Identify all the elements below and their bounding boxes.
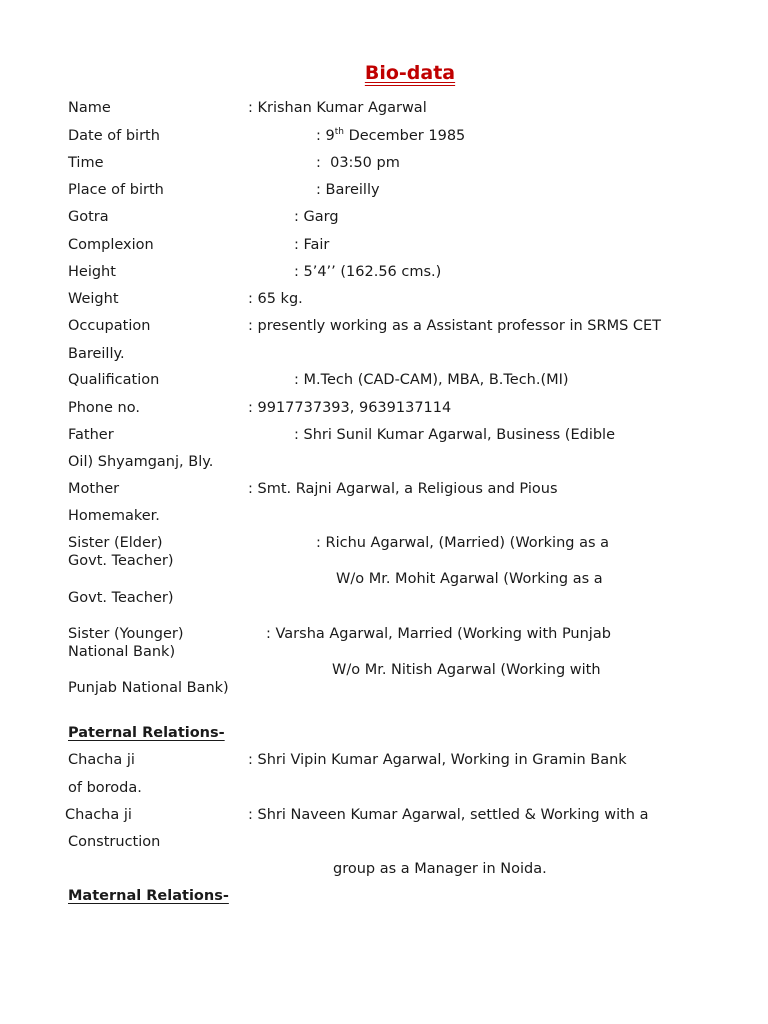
father-value: : Shri Sunil Kumar Agarwal, Business (Edible xyxy=(294,427,616,443)
complexion-label: Complexion xyxy=(68,237,154,253)
weight-label: Weight xyxy=(68,291,119,307)
name-label: Name xyxy=(68,100,111,116)
father-label: Father xyxy=(68,427,114,443)
phone-label: Phone no. xyxy=(68,400,140,416)
chacha1-label: Chacha ji xyxy=(68,752,135,768)
complexion-value: : Fair xyxy=(294,237,330,253)
father-continued: Oil) Shyamganj, Bly. xyxy=(68,454,214,470)
gotra-value: : Garg xyxy=(294,209,339,225)
sister-younger-value: : Varsha Agarwal, Married (Working with Punjab xyxy=(266,626,611,642)
mother-label: Mother xyxy=(68,481,120,497)
occupation-continued: Bareilly. xyxy=(68,346,125,362)
chacha2-value: : Shri Naveen Kumar Agarwal, settled & Working with a xyxy=(248,807,649,823)
chacha1-value: : Shri Vipin Kumar Agarwal, Working in Gramin Bank xyxy=(248,752,627,768)
paternal-relations-heading: Paternal Relations- xyxy=(68,725,225,741)
pob-label: Place of birth xyxy=(68,182,164,198)
mother-value: : Smt. Rajni Agarwal, a Religious and Pious xyxy=(248,481,558,497)
sister-younger-spouse-continued: Punjab National Bank) xyxy=(68,680,229,696)
maternal-relations-heading: Maternal Relations- xyxy=(68,888,229,904)
dob-label: Date of birth xyxy=(68,128,160,144)
gotra-label: Gotra xyxy=(68,209,109,225)
sister-elder-label: Sister (Elder) xyxy=(68,535,163,551)
height-label: Height xyxy=(68,264,116,280)
sister-younger-spouse: W/o Mr. Nitish Agarwal (Working with xyxy=(332,662,601,678)
chacha1-continued: of boroda. xyxy=(68,780,142,796)
chacha2-continued: Construction xyxy=(68,834,161,850)
sister-younger-continued: National Bank) xyxy=(68,644,176,660)
occupation-value: : presently working as a Assistant professor in SRMS CET xyxy=(248,318,662,334)
dob-value: : 9th December 1985 xyxy=(316,127,466,144)
name-value: : Krishan Kumar Agarwal xyxy=(248,100,427,116)
pob-value: : Bareilly xyxy=(316,182,380,198)
sister-younger-label: Sister (Younger) xyxy=(68,626,184,642)
chacha2-label: Chacha ji xyxy=(65,807,132,823)
occupation-label: Occupation xyxy=(68,318,151,334)
sister-elder-spouse: W/o Mr. Mohit Agarwal (Working as a xyxy=(336,571,603,587)
mother-continued: Homemaker. xyxy=(68,508,160,524)
sister-elder-spouse-continued: Govt. Teacher) xyxy=(68,590,174,606)
qualification-label: Qualification xyxy=(68,372,160,388)
time-value: : 03:50 pm xyxy=(316,155,400,171)
time-label: Time xyxy=(68,155,104,171)
page-title: Bio-data xyxy=(364,62,456,84)
qualification-value: : M.Tech (CAD-CAM), MBA, B.Tech.(MI) xyxy=(294,372,569,388)
sister-elder-continued: Govt. Teacher) xyxy=(68,553,174,569)
sister-elder-value: : Richu Agarwal, (Married) (Working as a xyxy=(316,535,610,551)
height-value: : 5’4’’ (162.56 cms.) xyxy=(294,264,442,280)
chacha2-continued-2: group as a Manager in Noida. xyxy=(333,861,547,877)
weight-value: : 65 kg. xyxy=(248,291,303,307)
phone-value: : 9917737393, 9639137114 xyxy=(248,400,452,416)
